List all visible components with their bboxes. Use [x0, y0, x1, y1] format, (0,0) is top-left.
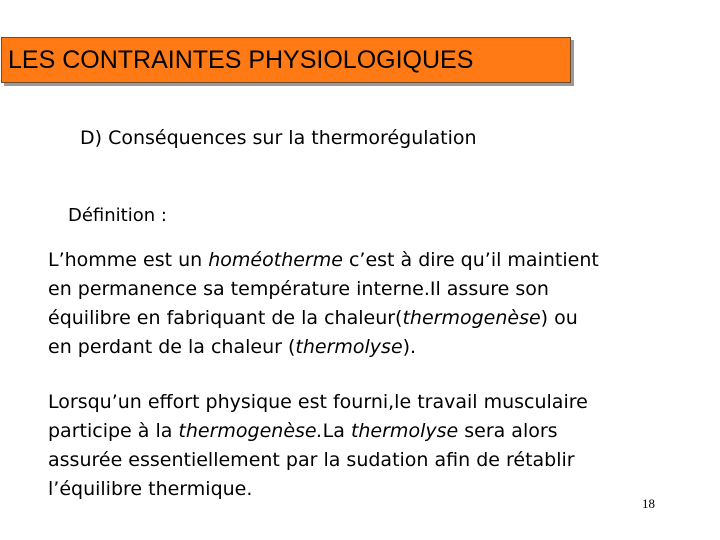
paragraph-line — [48, 246, 688, 275]
italic-term: thermolyse — [295, 336, 403, 358]
text-run: ). — [402, 336, 417, 358]
text-run: en perdant de la chaleur ( — [48, 336, 296, 358]
italic-term: homéotherme — [208, 249, 343, 271]
section-subtitle: D) Conséquences sur la thermorégulation — [80, 127, 477, 149]
page-title: LES CONTRAINTES PHYSIOLOGIQUES — [8, 46, 474, 74]
definition-label: Définition : — [68, 205, 167, 226]
text-run: sera alors — [458, 420, 558, 442]
text-run: La — [322, 420, 351, 442]
text-run: ) ou — [540, 307, 578, 329]
text-run: participe à la — [48, 420, 179, 442]
paragraph-line — [48, 333, 688, 362]
paragraph-line: l’équilibre thermique. — [48, 478, 253, 500]
text-run: c’est à dire qu’il maintient — [342, 249, 599, 271]
italic-term: thermolyse — [350, 420, 459, 442]
paragraph-line: assurée essentiellement par la sudation afin de rétablir — [48, 449, 575, 471]
paragraph-line — [48, 304, 688, 333]
italic-term: thermogenèse. — [178, 420, 323, 442]
text-run: équilibre en fabriquant de la chaleur( — [48, 307, 403, 329]
page-number: 18 — [642, 496, 655, 511]
italic-term: thermogenèse — [402, 307, 541, 329]
title-banner — [1, 37, 571, 83]
effort-paragraph — [48, 388, 688, 504]
definition-paragraph — [48, 246, 688, 362]
paragraph-line: Lorsqu’un effort physique est fourni,le travail musculaire — [48, 391, 588, 413]
text-run: L’homme est un — [48, 249, 209, 271]
paragraph-line: en permanence sa température interne.Il assure son — [48, 278, 549, 300]
paragraph-line — [48, 417, 688, 446]
